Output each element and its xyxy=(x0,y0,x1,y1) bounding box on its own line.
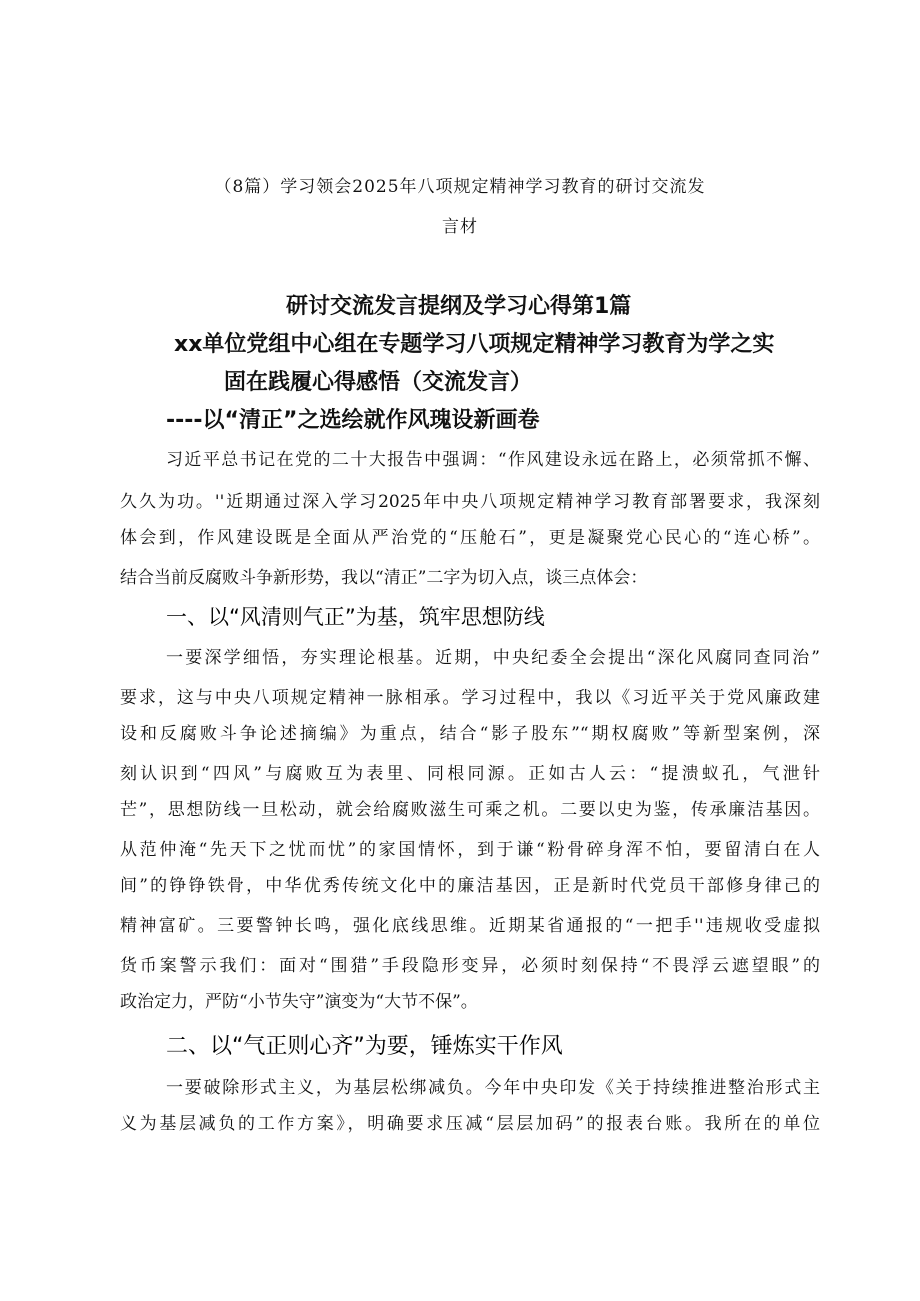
article-subheading-line-2: 固在践履心得感悟（交流发言） xyxy=(224,370,533,395)
section-1-line-3: 设和反腐败斗争论述摘编》为重点，结合“影子股东”“期权腐败”等新型案例，深 xyxy=(120,724,820,744)
article-tagline: ----以“清正”之选绘就作风瑰设新画卷 xyxy=(166,408,540,433)
section-1-heading: 一、以“风清则气正”为基，筑牢思想防线 xyxy=(166,605,545,629)
section-1-line-5: 芒”，思想防线一旦松动，就会给腐败滋生可乘之机。二要以史为鉴，传承廉洁基因。 xyxy=(120,800,820,820)
intro-line-1: 习近平总书记在党的二十大报告中强调：“作风建设永远在路上，必须常抓不懈、 xyxy=(166,450,820,470)
article-subheading-line-1: xx单位党组中心组在专题学习八项规定精神学习教育为学之实 xyxy=(174,332,775,357)
section-1-line-8: 精神富矿。三要警钟长鸣，强化底线思维。近期某省通报的“一把手''违规收受虚拟 xyxy=(120,916,820,936)
intro-line-4: 结合当前反腐败斗争新形势，我以“清正”二字为切入点，谈三点体会： xyxy=(120,568,648,588)
section-1-line-10: 政治定力，严防“小节失守”演变为“大节不保”。 xyxy=(120,992,478,1012)
intro-line-2: 久久为功。''近期通过深入学习2025年中央八项规定精神学习教育部署要求，我深刻 xyxy=(120,492,820,512)
section-1-line-2: 要求，这与中央八项规定精神一脉相承。学习过程中，我以《习近平关于党风廉政建 xyxy=(120,688,820,708)
section-1-line-6: 从范仲淹“先天下之忧而忧”的家国情怀，到于谦“粉骨碎身浑不怕，要留清白在人 xyxy=(120,840,820,860)
section-2-line-1: 一要破除形式主义，为基层松绑减负。今年中央印发《关于持续推进整治形式主 xyxy=(166,1078,820,1098)
intro-line-3: 体会到，作风建设既是全面从严治党的“压舱石”，更是凝聚党心民心的“连心桥”。 xyxy=(120,528,820,548)
document-title-line-1: （8篇）学习领会2025年八项规定精神学习教育的研讨交流发 xyxy=(214,177,706,197)
section-2-heading: 二、以“气正则心齐”为要，锤炼实干作风 xyxy=(166,1034,563,1059)
document-title-line-2: 言材 xyxy=(442,217,478,237)
section-1-line-1: 一要深学细悟，夯实理论根基。近期，中央纪委全会提出“深化风腐同查同治” xyxy=(166,648,820,668)
section-1-line-7: 间”的铮铮铁骨，中华优秀传统文化中的廉洁基因，正是新时代党员干部修身律己的 xyxy=(120,876,820,896)
section-1-line-9: 货币案警示我们：面对“围猎”手段隐形变异，必须时刻保持“不畏浮云遮望眼”的 xyxy=(120,956,820,976)
section-1-line-4: 刻认识到“四风”与腐败互为表里、同根同源。正如古人云：“提溃蚁孔，气泄针 xyxy=(120,764,820,784)
article-heading: 研讨交流发言提纲及学习心得第1篇 xyxy=(286,294,632,319)
section-2-line-2: 义为基层减负的工作方案》，明确要求压减“层层加码”的报表台账。我所在的单位 xyxy=(120,1114,820,1134)
